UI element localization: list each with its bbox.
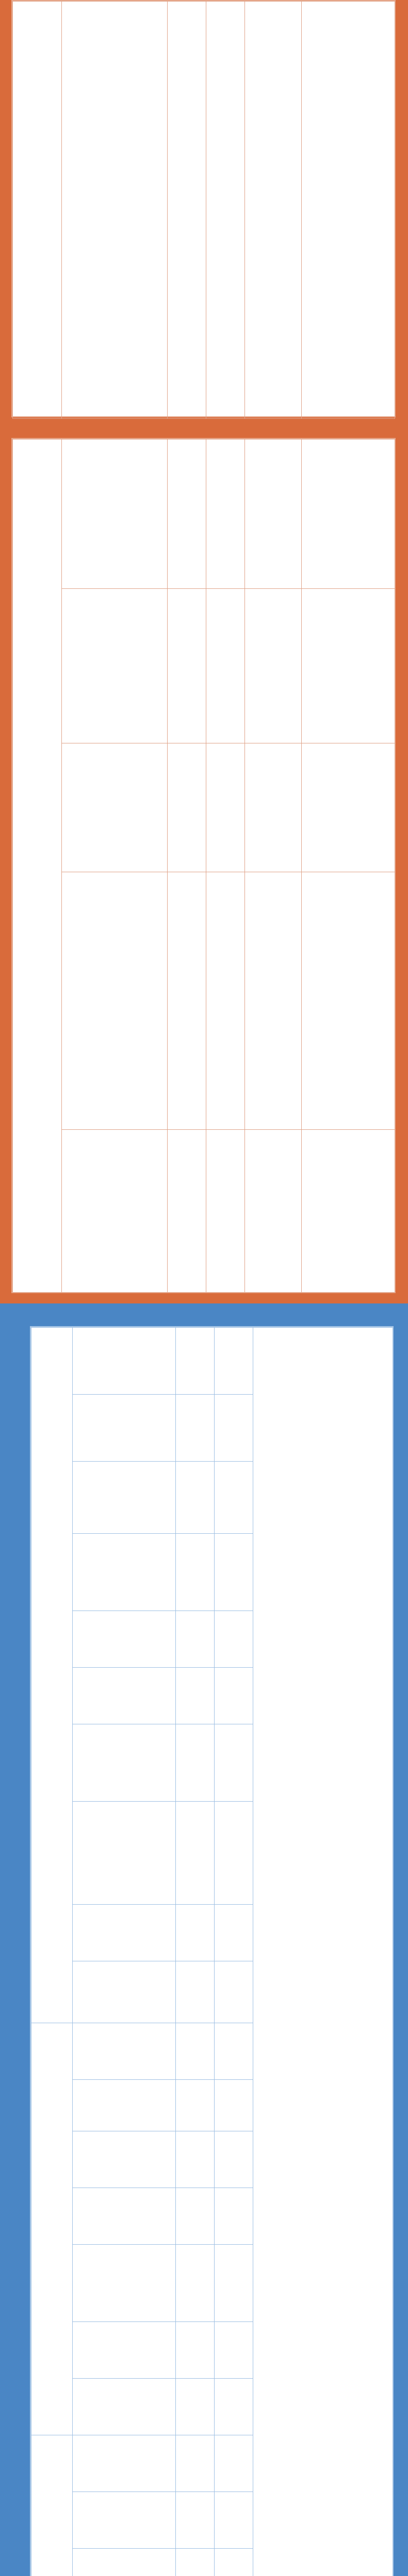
date-range xyxy=(245,1130,302,1293)
date-start xyxy=(168,743,206,872)
date-end xyxy=(215,2131,253,2188)
date-start xyxy=(168,2,206,419)
address-cell xyxy=(62,589,168,743)
date-end xyxy=(215,2188,253,2245)
date-end xyxy=(215,1462,253,1534)
date-start xyxy=(168,439,206,589)
date-end xyxy=(206,872,245,1130)
date-start xyxy=(176,2245,215,2322)
address-cell xyxy=(62,439,168,589)
date-end xyxy=(206,2,245,419)
date-start xyxy=(176,1462,215,1534)
date-start xyxy=(176,2131,215,2188)
date-end xyxy=(215,1328,253,1395)
address-cell xyxy=(62,743,168,872)
date-end xyxy=(215,2492,253,2549)
address-cell xyxy=(73,2379,176,2435)
blue-section xyxy=(0,1303,408,2576)
address-cell xyxy=(73,1611,176,1668)
date-start xyxy=(176,1328,215,1395)
date-start xyxy=(176,2080,215,2131)
address-cell xyxy=(73,1395,176,1462)
date-end xyxy=(215,2435,253,2492)
date-start xyxy=(176,1534,215,1611)
date-start xyxy=(176,2188,215,2245)
address-cell xyxy=(62,2,168,419)
date-start xyxy=(176,2379,215,2435)
district-name xyxy=(13,439,62,1293)
address-cell xyxy=(73,1905,176,1961)
date-end xyxy=(215,1611,253,1668)
district-name xyxy=(31,2023,73,2435)
date-start xyxy=(168,872,206,1130)
date-end xyxy=(215,1668,253,1724)
address-cell xyxy=(73,2435,176,2492)
date-end xyxy=(215,1534,253,1611)
district-name xyxy=(31,2435,73,2576)
address-cell xyxy=(73,1668,176,1724)
measure-text xyxy=(302,1130,395,1293)
address-cell xyxy=(73,2131,176,2188)
address-cell xyxy=(73,1724,176,1802)
date-range xyxy=(245,439,302,589)
date-start xyxy=(176,1905,215,1961)
date-start xyxy=(176,1724,215,1802)
date-start xyxy=(176,1395,215,1462)
address-cell xyxy=(73,2023,176,2080)
measure-text xyxy=(302,872,395,1130)
date-start xyxy=(176,2435,215,2492)
measure-text xyxy=(302,589,395,743)
blue-panel xyxy=(30,1326,394,2576)
date-end xyxy=(215,1724,253,1802)
red-panel-a xyxy=(11,0,396,417)
date-range xyxy=(245,2,302,419)
address-cell xyxy=(73,2080,176,2131)
district-name xyxy=(31,1328,73,2023)
address-cell xyxy=(73,1534,176,1611)
date-end xyxy=(206,589,245,743)
measure-text xyxy=(302,439,395,589)
date-start xyxy=(176,1611,215,1668)
date-end xyxy=(215,2322,253,2379)
date-end xyxy=(206,743,245,872)
date-end xyxy=(215,2245,253,2322)
date-start xyxy=(176,1961,215,2023)
date-start xyxy=(168,589,206,743)
date-end xyxy=(215,1961,253,2023)
district-name xyxy=(13,2,62,419)
address-cell xyxy=(73,2322,176,2379)
measure-text xyxy=(302,2,395,419)
address-cell xyxy=(73,2549,176,2576)
date-end xyxy=(215,2549,253,2576)
date-range xyxy=(245,743,302,872)
address-cell xyxy=(73,1802,176,1905)
date-start xyxy=(176,2322,215,2379)
date-end xyxy=(215,1905,253,1961)
address-cell xyxy=(73,2492,176,2549)
date-start xyxy=(176,1668,215,1724)
red-panel-b xyxy=(11,438,396,1293)
date-end xyxy=(215,1802,253,1905)
date-end xyxy=(206,439,245,589)
address-cell xyxy=(73,1328,176,1395)
date-end xyxy=(215,2379,253,2435)
address-cell xyxy=(73,1961,176,2023)
address-cell xyxy=(73,2245,176,2322)
address-cell xyxy=(73,1462,176,1534)
address-cell xyxy=(62,1130,168,1293)
date-end xyxy=(206,1130,245,1293)
date-range xyxy=(245,589,302,743)
date-start xyxy=(176,2023,215,2080)
date-start xyxy=(176,2492,215,2549)
date-start xyxy=(168,1130,206,1293)
date-start xyxy=(176,1802,215,1905)
address-cell xyxy=(73,2188,176,2245)
measure-text xyxy=(253,1328,393,2576)
date-end xyxy=(215,2080,253,2131)
date-end xyxy=(215,1395,253,1462)
address-cell xyxy=(62,872,168,1130)
measure-text xyxy=(302,743,395,872)
date-range xyxy=(245,872,302,1130)
date-end xyxy=(215,2023,253,2080)
date-start xyxy=(176,2549,215,2576)
